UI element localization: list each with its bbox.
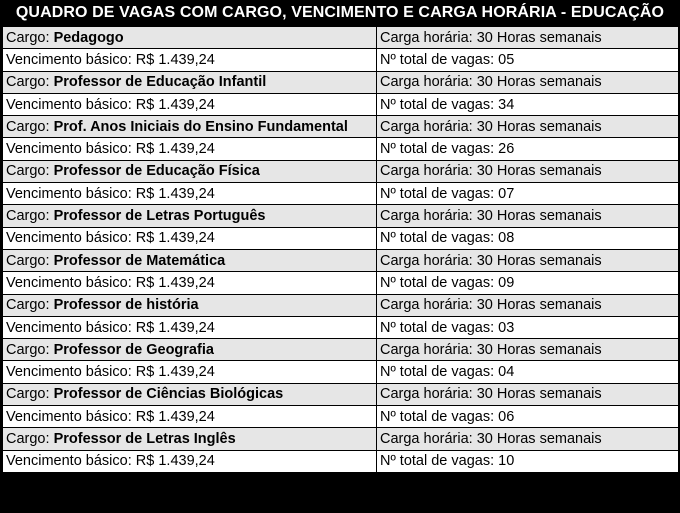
vencimento-value: R$ 1.439,24 [135,408,215,425]
cargo-label: Cargo: [6,29,54,46]
cargo-label: Cargo: [6,430,54,447]
total-vagas-value: 26 [498,141,515,158]
total-vagas-label: Nº total de vagas: [380,453,499,470]
cargo-label: Cargo: [6,297,54,314]
cargo-value: Professor de Geografia [53,341,214,358]
total-vagas-label: Nº total de vagas: [380,141,499,158]
cargo-label: Cargo: [6,252,54,269]
cargo-row [3,339,679,361]
cargo-row [3,294,679,316]
total-vagas-label: Nº total de vagas: [380,274,499,291]
cargo-cell [3,249,377,271]
vencimento-row [3,49,679,71]
total-vagas-label: Nº total de vagas: [380,51,499,68]
vencimento-cell [3,227,377,249]
total-vagas-label: Nº total de vagas: [380,230,499,247]
carga-horaria-value: 30 Horas semanais [476,386,602,403]
carga-horaria-value: 30 Horas semanais [476,208,602,225]
vencimento-label: Vencimento básico: [6,230,136,247]
vencimento-label: Vencimento básico: [6,51,136,68]
carga-horaria-label: Carga horária: [380,297,477,314]
carga-horaria-cell [377,339,679,361]
carga-horaria-label: Carga horária: [380,208,477,225]
carga-horaria-cell [377,27,679,49]
cargo-value: Prof. Anos Iniciais do Ensino Fundamental [53,118,348,135]
total-vagas-value: 10 [498,453,515,470]
cargo-row [3,116,679,138]
cargo-value: Professor de Letras Inglês [53,430,236,447]
carga-horaria-label: Carga horária: [380,430,477,447]
vencimento-cell [3,272,377,294]
total-vagas-cell [377,406,679,428]
vencimento-row [3,93,679,115]
cargo-value: Pedagogo [53,29,124,46]
total-vagas-cell [377,227,679,249]
carga-horaria-cell [377,71,679,93]
cargo-label: Cargo: [6,386,54,403]
carga-horaria-label: Carga horária: [380,118,477,135]
total-vagas-cell [377,316,679,338]
carga-horaria-value: 30 Horas semanais [476,74,602,91]
cargo-cell [3,428,377,450]
cargo-cell [3,116,377,138]
cargo-cell [3,71,377,93]
cargo-value: Professor de Educação Infantil [53,74,267,91]
vencimento-cell [3,361,377,383]
carga-horaria-label: Carga horária: [380,74,477,91]
total-vagas-label: Nº total de vagas: [380,319,499,336]
cargo-value: Professor de história [53,297,199,314]
vencimento-cell [3,138,377,160]
vacancy-table-body [3,27,679,473]
vencimento-cell [3,93,377,115]
carga-horaria-cell [377,294,679,316]
cargo-label: Cargo: [6,74,54,91]
vencimento-row [3,361,679,383]
vencimento-value: R$ 1.439,24 [135,453,215,470]
total-vagas-cell [377,183,679,205]
cargo-label: Cargo: [6,163,54,180]
cargo-cell [3,205,377,227]
total-vagas-cell [377,272,679,294]
vencimento-cell [3,183,377,205]
vencimento-value: R$ 1.439,24 [135,185,215,202]
vencimento-label: Vencimento básico: [6,274,136,291]
vencimento-label: Vencimento básico: [6,96,136,113]
total-vagas-value: 04 [498,364,515,381]
carga-horaria-label: Carga horária: [380,386,477,403]
total-vagas-cell [377,138,679,160]
vencimento-value: R$ 1.439,24 [135,230,215,247]
vencimento-value: R$ 1.439,24 [135,274,215,291]
vencimento-label: Vencimento básico: [6,141,136,158]
carga-horaria-cell [377,249,679,271]
cargo-label: Cargo: [6,208,54,225]
carga-horaria-label: Carga horária: [380,163,477,180]
carga-horaria-value: 30 Horas semanais [476,341,602,358]
carga-horaria-label: Carga horária: [380,252,477,269]
total-vagas-cell [377,49,679,71]
cargo-value: Professor de Ciências Biológicas [53,386,284,403]
vacancy-table [2,26,679,473]
cargo-label: Cargo: [6,341,54,358]
vencimento-cell [3,316,377,338]
cargo-row [3,205,679,227]
vencimento-row [3,227,679,249]
carga-horaria-label: Carga horária: [380,341,477,358]
carga-horaria-value: 30 Horas semanais [476,430,602,447]
carga-horaria-value: 30 Horas semanais [476,252,602,269]
cargo-value: Professor de Educação Física [53,163,260,180]
vencimento-label: Vencimento básico: [6,408,136,425]
cargo-cell [3,294,377,316]
cargo-row [3,249,679,271]
total-vagas-value: 08 [498,230,515,247]
table-title: QUADRO DE VAGAS COM CARGO, VENCIMENTO E CARGA HORÁRIA - EDUCAÇÃO [0,0,680,26]
vencimento-row [3,450,679,472]
total-vagas-cell [377,93,679,115]
vencimento-cell [3,450,377,472]
vencimento-row [3,183,679,205]
carga-horaria-label: Carga horária: [380,29,477,46]
vencimento-label: Vencimento básico: [6,185,136,202]
carga-horaria-cell [377,160,679,182]
total-vagas-label: Nº total de vagas: [380,185,499,202]
vencimento-label: Vencimento básico: [6,364,136,381]
cargo-row [3,71,679,93]
cargo-row [3,383,679,405]
total-vagas-value: 07 [498,185,515,202]
cargo-value: Professor de Matemática [53,252,226,269]
carga-horaria-value: 30 Horas semanais [476,118,602,135]
total-vagas-label: Nº total de vagas: [380,364,499,381]
total-vagas-value: 06 [498,408,515,425]
vencimento-row [3,272,679,294]
cargo-label: Cargo: [6,118,54,135]
cargo-cell [3,27,377,49]
cargo-cell [3,383,377,405]
total-vagas-label: Nº total de vagas: [380,408,499,425]
carga-horaria-value: 30 Horas semanais [476,29,602,46]
vencimento-value: R$ 1.439,24 [135,364,215,381]
vencimento-label: Vencimento básico: [6,319,136,336]
vencimento-value: R$ 1.439,24 [135,141,215,158]
carga-horaria-value: 30 Horas semanais [476,163,602,180]
cargo-cell [3,160,377,182]
cargo-row [3,428,679,450]
vencimento-cell [3,49,377,71]
vencimento-row [3,406,679,428]
carga-horaria-cell [377,383,679,405]
cargo-row [3,160,679,182]
vencimento-value: R$ 1.439,24 [135,96,215,113]
total-vagas-cell [377,361,679,383]
carga-horaria-cell [377,428,679,450]
vencimento-row [3,138,679,160]
total-vagas-value: 03 [498,319,515,336]
vencimento-cell [3,406,377,428]
total-vagas-cell [377,450,679,472]
total-vagas-label: Nº total de vagas: [380,96,499,113]
vencimento-value: R$ 1.439,24 [135,51,215,68]
carga-horaria-cell [377,205,679,227]
cargo-cell [3,339,377,361]
cargo-row [3,27,679,49]
vencimento-row [3,316,679,338]
total-vagas-value: 05 [498,51,515,68]
vencimento-value: R$ 1.439,24 [135,319,215,336]
total-vagas-value: 09 [498,274,515,291]
carga-horaria-value: 30 Horas semanais [476,297,602,314]
vencimento-label: Vencimento básico: [6,453,136,470]
carga-horaria-cell [377,116,679,138]
cargo-value: Professor de Letras Português [53,208,266,225]
total-vagas-value: 34 [498,96,515,113]
